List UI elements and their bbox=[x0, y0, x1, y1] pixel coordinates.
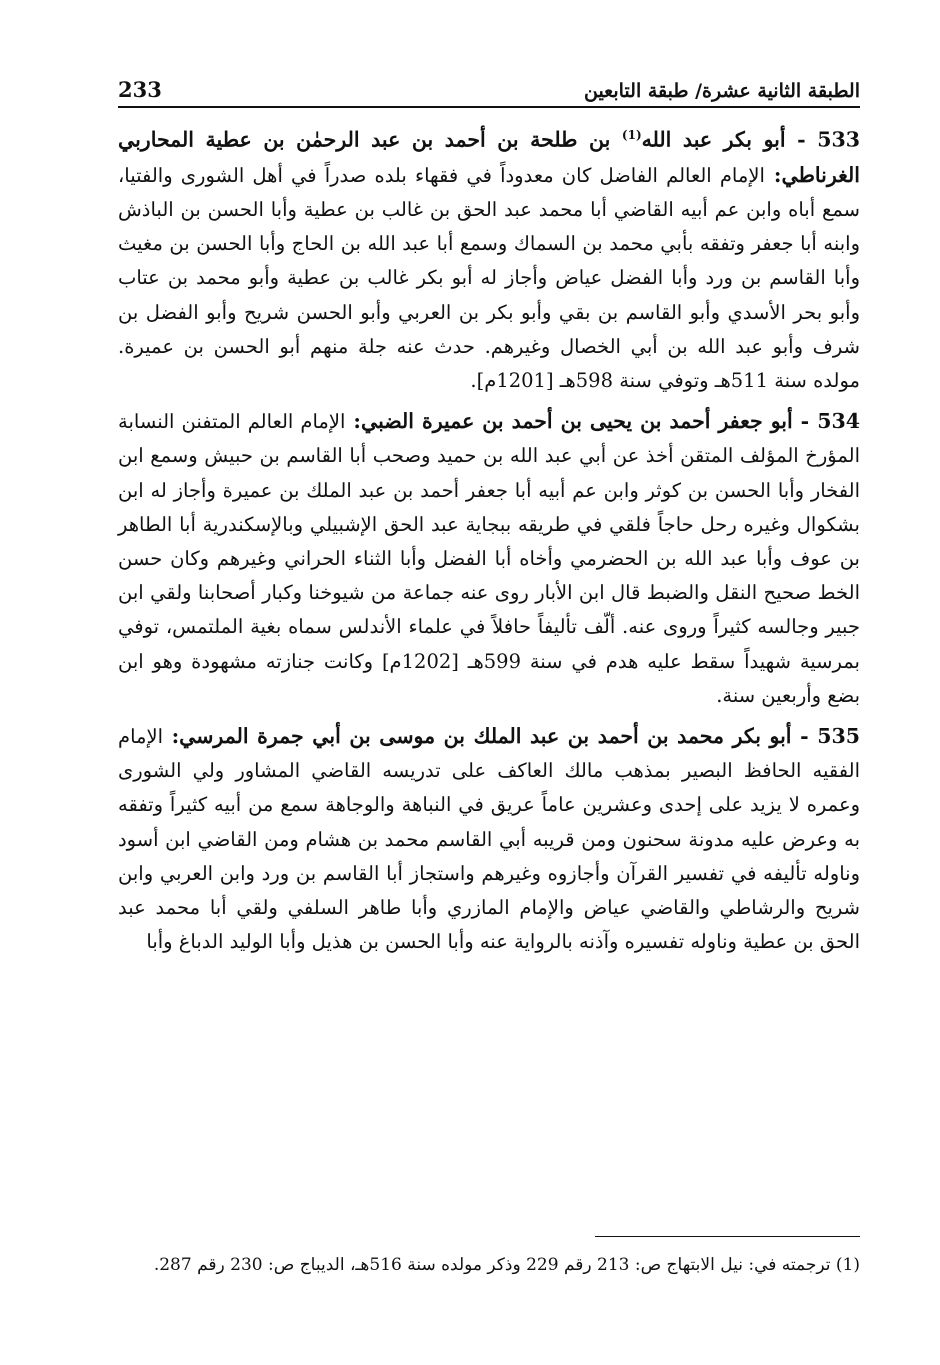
entry-heading: 535 - أبو بكر محمد بن أحمد بن عبد الملك بن موسى بن أبي جمرة المرسي: bbox=[163, 723, 860, 748]
footnote-reference: (1) bbox=[621, 128, 642, 142]
entry-heading: 534 - أبو جعفر أحمد بن يحيى بن أحمد بن عميرة الضبي: bbox=[345, 409, 860, 434]
page-body bbox=[118, 118, 860, 965]
entry-text: الإمام العالم الفاضل كان معدوداً في فقهاء بلده صدراً في أهل الشورى والفتيا، سمع أباه وابن عم أبيه القاضي أبا محمد عبد الحق بن غالب بن عطية وأبا الحسن بن الباذش وابنه أبا جعفر وتفقه بأبي محمد بن السماك وسمع أبا عبد الله بن الحاج وأبا الحسن بن مغيث وأبا القاسم بن ورد وأبا الفضل عياض وأجاز له أبو بكر غالب بن عطية وأبو محمد بن عتاب وأبو بحر الأسدي وأبو القاسم بن بقي وأبو بكر بن العربي وأبو الحسن شريح وأبو الفضل بن شرف وأبو عبد الله بن أبي الخصال وغيرهم. حدث عنه جلة منهم أبو الحسن بن عميرة. مولده سنة 511هـ وتوفي سنة 598هـ [1201م]. bbox=[118, 163, 860, 392]
running-title: الطبقة الثانية عشرة/ طبقة التابعين bbox=[583, 80, 860, 102]
entry-text: الإمام العالم المتفنن النسابة المؤرخ المؤلف المتقن أخذ عن أبي عبد الله بن حميد وصحب أبا القاسم بن حبيش وسمع ابن الفخار وأبا الحسن بن كوثر وابن عم أبيه أبا جعفر أحمد بن عبد الملك بن عميرة وأجاز له ابن بشكوال وغيره رحل حاجاً فلقي في طريقه ببجاية عبد الحق الإشبيلي وبالإسكندرية أبا الطاهر بن عوف وأبا عبد الله بن الحضرمي وأخاه أبا الفضل وأبا الثناء الحراني وغيرهم وكان حسن الخط صحيح النقل والضبط قال ابن الأبار روى عنه جماعة من شيوخنا وكبار أصحابنا ولقي ابن جبير وجالسه كثيراً وروى عنه. ألّف تأليفاً حافلاً في علماء الأندلس سماه بغية الملتمس، توفي بمرسية شهيداً سقط عليه هدم في سنة 599هـ [1202م] وكانت جنازته مشهودة وهو ابن بضع وأربعين سنة. bbox=[118, 410, 860, 707]
page-number: 233 bbox=[118, 77, 162, 102]
entry-533 bbox=[118, 118, 860, 398]
footnote-divider bbox=[595, 1236, 860, 1237]
entry-heading-continued: بن طلحة بن أحمد بن عبد الرحمٰن بن عطية المحاربي الغرناطي: bbox=[118, 127, 860, 187]
entry-heading: 533 - أبو بكر عبد الله bbox=[641, 127, 860, 152]
entry-534 bbox=[118, 404, 860, 713]
footnote bbox=[118, 1248, 860, 1282]
footnote-text: (1) ترجمته في: نيل الابتهاج ص: 213 رقم 229 وذكر مولده سنة 516هـ، الديباج ص: 230 رقم 287. bbox=[153, 1255, 860, 1275]
entry-text: الإمام الفقيه الحافظ البصير بمذهب مالك العاكف على تدريسه القاضي المشاور ولي الشورى وعمره لا يزيد على إحدى وعشرين عاماً عريق في النباهة والوجاهة سمع من أبيه كثيراً وتفقه به وعرض عليه مدونة سحنون ومن قريبه أبي القاسم محمد بن هشام ومن القاضي ابن أسود وناوله تأليفه في تفسير القرآن وأجازوه وغيرهم واستجاز أبا القاسم بن ورد وابن العربي وابن شريح والرشاطي والقاضي عياض والإمام المازري وأبا طاهر السلفي ولقي أبا محمد عبد الحق بن عطية وناوله تفسيره وآذنه بالرواية عنه وأبا الحسن بن هذيل وأبا الوليد الدباغ وأبا bbox=[118, 724, 860, 954]
entry-535 bbox=[118, 719, 860, 959]
page-header bbox=[118, 70, 860, 108]
